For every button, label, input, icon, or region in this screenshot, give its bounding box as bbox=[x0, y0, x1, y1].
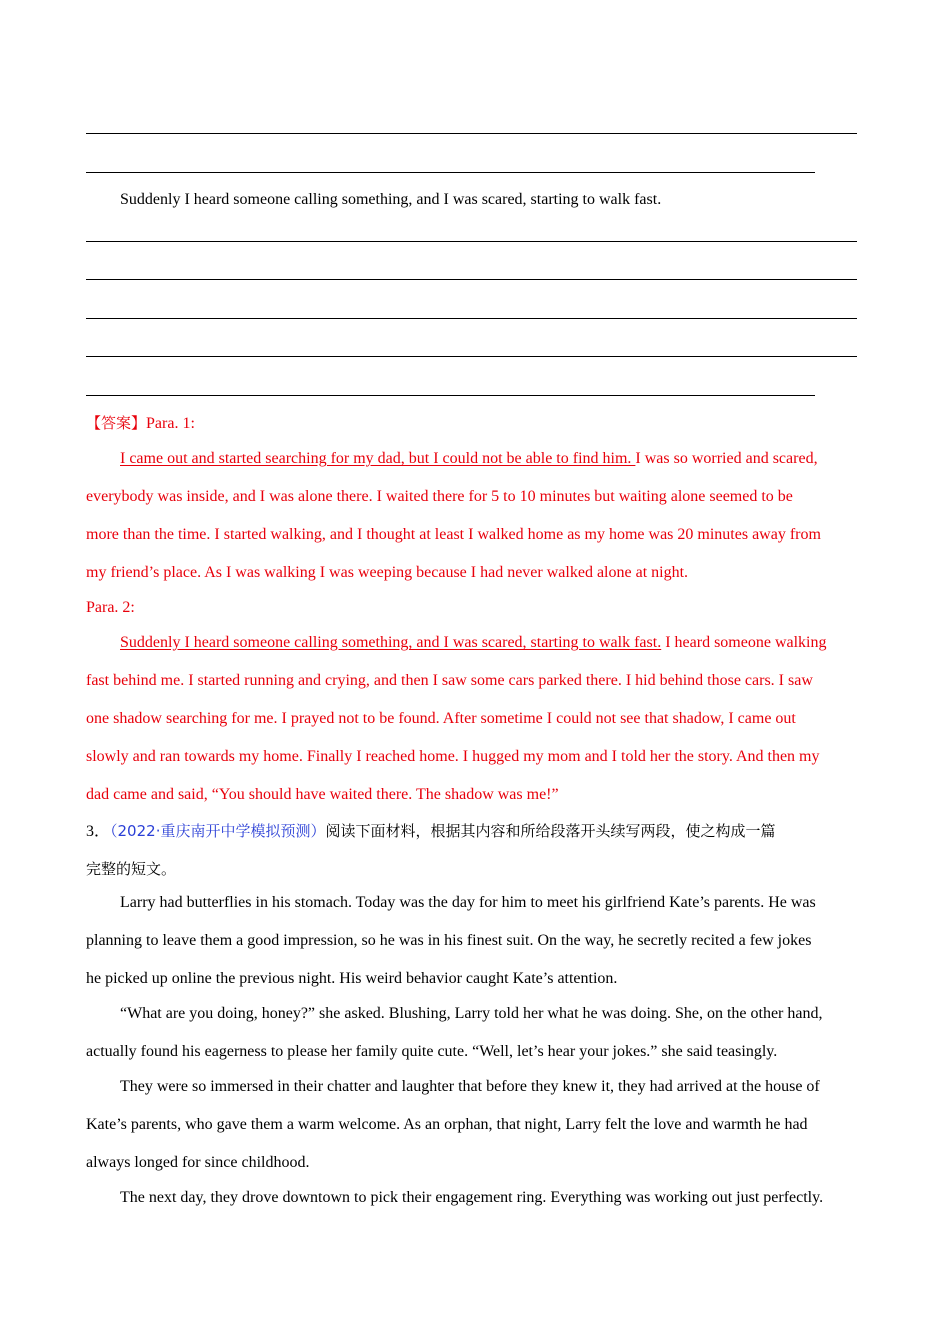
answer-para1-line: my friend’s place. As I was walking I was weeping because I had never walked alone at night. bbox=[86, 564, 689, 581]
para2-label: Para. 2: bbox=[86, 599, 135, 616]
story-line: always longed for since childhood. bbox=[86, 1154, 310, 1171]
question-source: （2022·重庆南开中学模拟预测） bbox=[110, 822, 326, 840]
answer-blank-line[interactable] bbox=[86, 172, 815, 173]
story-line: he picked up online the previous night. His weird behavior caught Kate’s attention. bbox=[86, 970, 618, 987]
story-line: The next day, they drove downtown to pick their engagement ring. Everything was working out just perfectly. bbox=[120, 1189, 824, 1206]
answer-heading bbox=[86, 413, 876, 434]
answer-blank-line[interactable] bbox=[86, 279, 857, 280]
question-instruction-cont: 完整的短文。 bbox=[86, 860, 177, 878]
question-instruction: 阅读下面材料，根据其内容和所给段落开头续写两段，使之构成一篇 bbox=[325, 822, 776, 840]
answer-para2-line: dad came and said, “You should have waited there. The shadow was me!” bbox=[86, 786, 559, 803]
answer-blank-line[interactable] bbox=[86, 133, 857, 134]
answer-para1-line: everybody was inside, and I was alone there. I waited there for 5 to 10 minutes but waiting alone seemed to be bbox=[86, 488, 793, 505]
story-line: Larry had butterflies in his stomach. Today was the day for him to meet his girlfriend Kate’s parents. He was bbox=[120, 894, 816, 911]
answer-para2-line: one shadow searching for me. I prayed not to be found. After sometime I could not see that shadow, I came out bbox=[86, 710, 796, 727]
question-3-header bbox=[86, 821, 876, 842]
para1-label: Para. 1: bbox=[146, 415, 195, 432]
para2-opening-prompt: Suddenly I heard someone calling something, and I was scared, starting to walk fast. bbox=[120, 191, 662, 208]
answer-blank-line[interactable] bbox=[86, 241, 857, 242]
answer-blank-line[interactable] bbox=[86, 356, 857, 357]
answer-blank-line[interactable] bbox=[86, 395, 815, 396]
answer-para2-line: Suddenly I heard someone calling something, and I was scared, starting to walk fast. I heard someone walking bbox=[120, 634, 827, 651]
answer-para1-line: more than the time. I started walking, and I thought at least I walked home as my home was 20 minutes away from bbox=[86, 526, 821, 543]
question-number: 3． bbox=[86, 823, 111, 840]
answer-para2-line: slowly and ran towards my home. Finally I reached home. I hugged my mom and I told her the story. And then my bbox=[86, 748, 820, 765]
story-line: actually found his eagerness to please her family quite cute. “Well, let’s hear your jokes.” she said teasingly. bbox=[86, 1043, 778, 1060]
answer-blank-line[interactable] bbox=[86, 318, 857, 319]
story-line: planning to leave them a good impression, so he was in his finest suit. On the way, he secretly recited a few jokes bbox=[86, 932, 812, 949]
answer-para2-line: fast behind me. I started running and crying, and then I saw some cars parked there. I hid behind those cars. I saw bbox=[86, 672, 813, 689]
answer-para1-line: I came out and started searching for my dad, but I could not be able to find him. I was so worried and scared, bbox=[120, 450, 818, 467]
para1-underlined-opening: I came out and started searching for my dad, but I could not be able to find him. bbox=[120, 450, 636, 467]
answer-tag: 【答案】 bbox=[86, 414, 147, 432]
story-line: “What are you doing, honey?” she asked. Blushing, Larry told her what he was doing. She, on the other hand, bbox=[120, 1005, 823, 1022]
para2-underlined-opening: Suddenly I heard someone calling something, and I was scared, starting to walk fast. bbox=[120, 634, 662, 651]
story-line: They were so immersed in their chatter and laughter that before they knew it, they had arrived at the house of bbox=[120, 1078, 820, 1095]
story-line: Kate’s parents, who gave them a warm welcome. As an orphan, that night, Larry felt the love and warmth he had bbox=[86, 1116, 808, 1133]
